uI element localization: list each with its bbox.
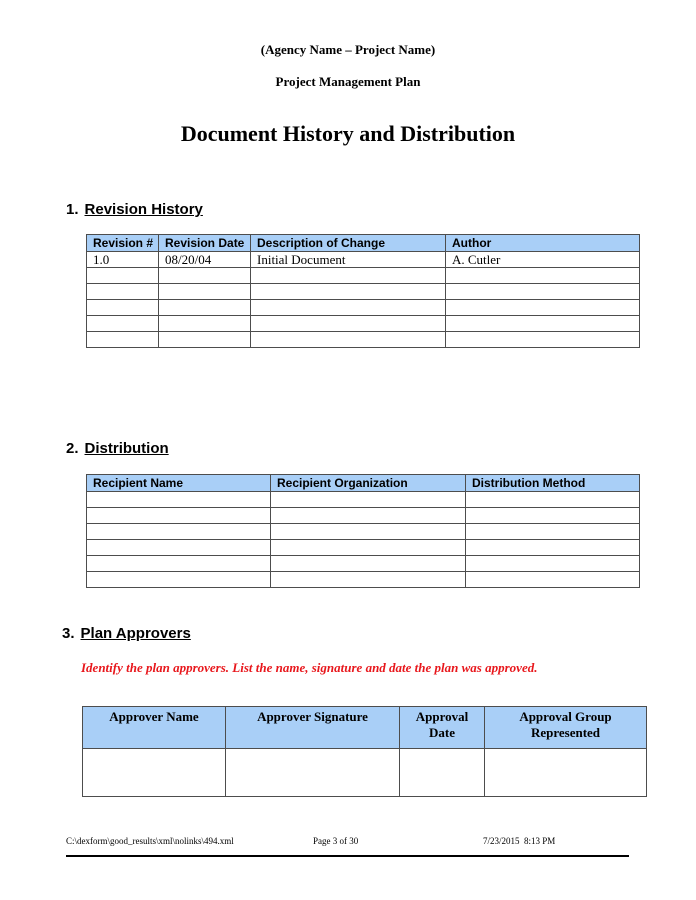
table-cell[interactable] [400, 749, 485, 797]
table-header-row [87, 235, 640, 252]
plan-approvers-heading [62, 625, 191, 642]
table-cell[interactable] [87, 284, 159, 300]
table-cell[interactable] [87, 316, 159, 332]
table-row [87, 524, 640, 540]
table-row [87, 540, 640, 556]
revision-history-heading [66, 201, 203, 218]
table-cell[interactable] [87, 540, 271, 556]
table-cell[interactable] [466, 556, 640, 572]
table-cell[interactable] [466, 492, 640, 508]
table-cell[interactable]: A. Cutler [446, 252, 640, 268]
table-header-row [83, 707, 647, 749]
table-cell[interactable] [226, 749, 400, 797]
table-cell[interactable] [87, 524, 271, 540]
table-cell[interactable]: 1.0 [87, 252, 159, 268]
table-header-row [87, 475, 640, 492]
column-header: Recipient Name [87, 475, 271, 492]
column-header: Author [446, 235, 640, 252]
section-title: Plan Approvers [80, 625, 191, 642]
table-cell[interactable] [466, 540, 640, 556]
table-cell[interactable] [159, 316, 251, 332]
column-header: Distribution Method [466, 475, 640, 492]
section-title: Distribution [84, 440, 169, 457]
table-cell[interactable] [466, 524, 640, 540]
table-cell[interactable]: Initial Document [251, 252, 446, 268]
table-cell[interactable] [446, 332, 640, 348]
table-cell[interactable] [271, 572, 466, 588]
table-cell[interactable] [159, 268, 251, 284]
table-cell[interactable] [466, 508, 640, 524]
column-header: Recipient Organization [271, 475, 466, 492]
table-row [87, 492, 640, 508]
column-header: Approval Group Represented [485, 707, 647, 749]
section-number: 3. [62, 625, 75, 642]
table-cell[interactable] [87, 332, 159, 348]
section-title: Revision History [84, 201, 203, 218]
table-cell[interactable]: 08/20/04 [159, 252, 251, 268]
table-cell[interactable] [446, 284, 640, 300]
page-title: Document History and Distribution [180, 121, 516, 146]
section-number: 2. [66, 440, 79, 457]
table-row [87, 284, 640, 300]
distribution-heading [66, 440, 169, 457]
table-cell[interactable] [271, 556, 466, 572]
table-row [87, 252, 640, 268]
column-header: Approver Signature [226, 707, 400, 749]
agency-project-header: (Agency Name – Project Name) [260, 42, 436, 57]
table-cell[interactable] [87, 268, 159, 284]
revision-history-table [86, 234, 640, 348]
table-row [87, 316, 640, 332]
table-row [83, 749, 647, 797]
table-cell[interactable] [159, 284, 251, 300]
column-header: Revision # [87, 235, 159, 252]
table-row [87, 572, 640, 588]
table-cell[interactable] [87, 300, 159, 316]
table-row [87, 268, 640, 284]
footer-file-path: C:\dexform\good_results\xml\nolinks\494.xml [66, 836, 234, 846]
table-cell[interactable] [485, 749, 647, 797]
table-cell[interactable] [271, 508, 466, 524]
distribution-table [86, 474, 640, 588]
table-cell[interactable] [251, 268, 446, 284]
column-header: Approval Date [400, 707, 485, 749]
column-header: Revision Date [159, 235, 251, 252]
approvers-table [82, 706, 647, 797]
table-cell[interactable] [251, 300, 446, 316]
table-cell[interactable] [271, 492, 466, 508]
table-cell[interactable] [87, 508, 271, 524]
table-cell[interactable] [87, 556, 271, 572]
table-cell[interactable] [87, 572, 271, 588]
table-cell[interactable] [271, 524, 466, 540]
approvers-instruction: Identify the plan approvers. List the name, signature and date the plan was approved. [81, 660, 538, 675]
table-cell[interactable] [87, 492, 271, 508]
table-cell[interactable] [251, 284, 446, 300]
plan-name-header: Project Management Plan [275, 74, 421, 89]
table-cell[interactable] [83, 749, 226, 797]
table-row [87, 556, 640, 572]
table-cell[interactable] [159, 300, 251, 316]
table-cell[interactable] [466, 572, 640, 588]
table-row [87, 332, 640, 348]
table-cell[interactable] [271, 540, 466, 556]
column-header: Description of Change [251, 235, 446, 252]
table-cell[interactable] [446, 300, 640, 316]
footer-datetime: 7/23/2015 8:13 PM [483, 836, 556, 846]
footer-rule [66, 855, 629, 857]
table-row [87, 508, 640, 524]
table-cell[interactable] [251, 316, 446, 332]
table-cell[interactable] [159, 332, 251, 348]
table-cell[interactable] [446, 316, 640, 332]
column-header: Approver Name [83, 707, 226, 749]
footer-page-number: Page 3 of 30 [313, 836, 359, 846]
section-number: 1. [66, 201, 79, 218]
table-row [87, 300, 640, 316]
table-cell[interactable] [446, 268, 640, 284]
table-cell[interactable] [251, 332, 446, 348]
